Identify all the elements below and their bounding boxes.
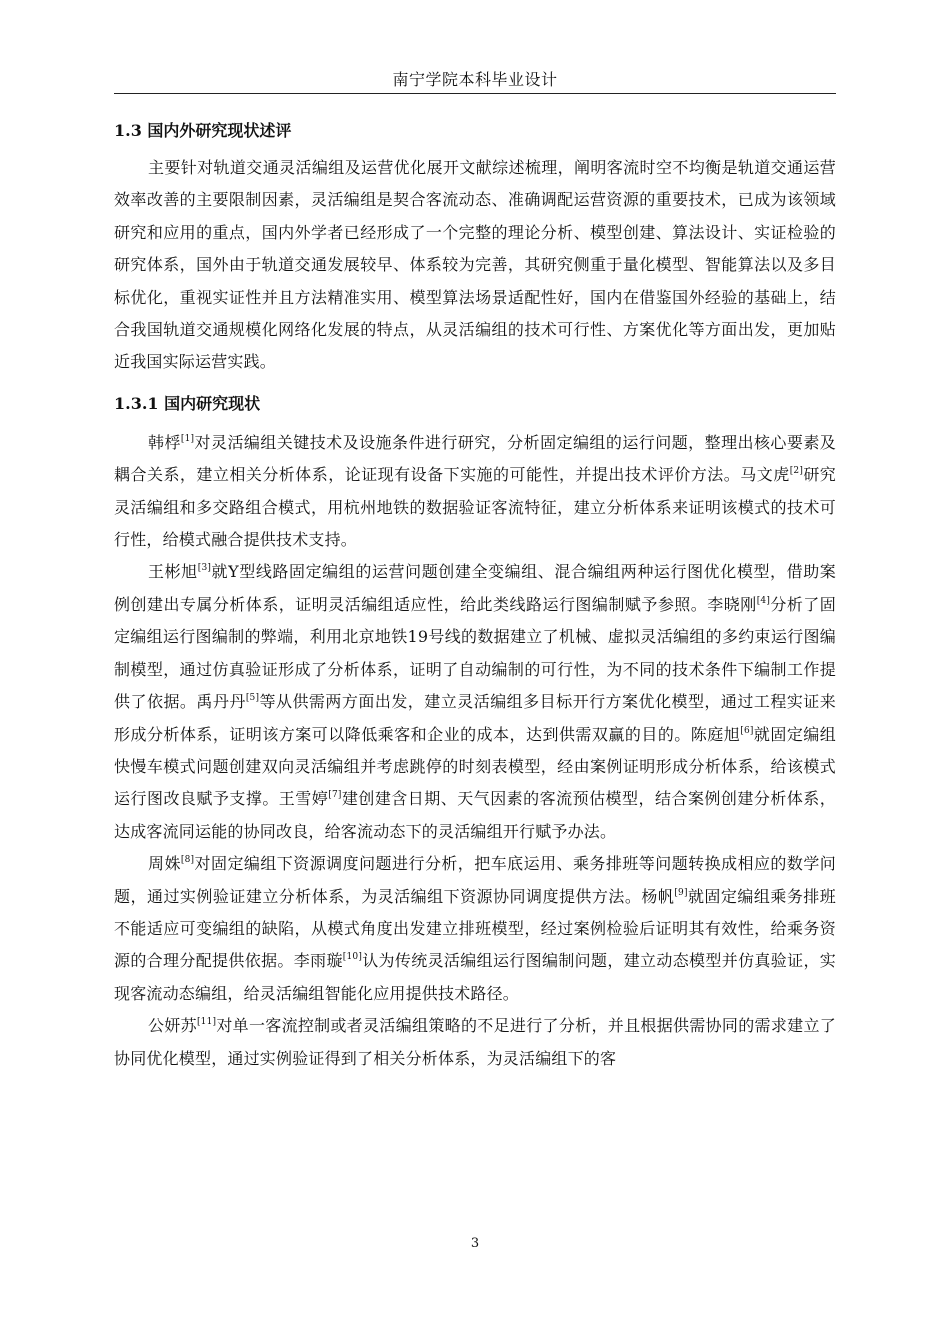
citation-marker: [9] (674, 887, 688, 898)
paragraph-text: 韩桴 (148, 432, 181, 452)
citation-marker: [8] (180, 855, 195, 866)
paragraph-text: 研究灵活编组和多交路组合模式，用杭州地铁的数据验证客流特征，建立分析体系来证明该模式的技术可行性，给模式融合提供技术支持。 (114, 465, 837, 550)
body-paragraph (114, 556, 836, 848)
paragraph-text: 对固定编组下资源调度问题进行分析，把车底运用、乘务排班等问题转换成相应的数学问题，通过实例验证建立分析体系，为灵活编组下资源协同调度提供方法。杨帆 (114, 854, 836, 906)
citation-marker: [4] (756, 595, 771, 606)
body-paragraph (114, 427, 836, 557)
paragraph-text: 等从供需两方面出发，建立灵活编组多目标开行方案优化模型，通过工程实证来形成分析体系，证明该方案可以降低乘客和企业的成本，达到供需双赢的目的。陈庭旭 (114, 692, 836, 744)
citation-marker: [1] (180, 433, 195, 444)
citation-marker: [10] (342, 952, 363, 963)
citation-marker: [3] (197, 563, 212, 574)
page-number: 3 (470, 1236, 480, 1251)
citation-marker: [11] (196, 1017, 217, 1028)
citation-marker: [7] (328, 790, 342, 801)
subsection-paragraphs (114, 427, 836, 1075)
body-paragraph (114, 848, 836, 1010)
paragraph-text: 就固定编组快慢车模式问题创建双向灵活编组并考虑跳停的时刻表模型，经由案例证明形成分析体系，给该模式运行图改良赋予支撑。王雪婷 (114, 724, 836, 809)
header-divider (114, 93, 836, 94)
paragraph-text: 就Y型线路固定编组的运营问题创建全变编组、混合编组两种运行图优化模型，借助案例创建出专属分析体系，证明灵活编组适应性，给此类线路运行图编制赋予参照。李晓刚 (114, 562, 836, 614)
paragraph-text: 认为传统灵活编组运行图编制问题，建立动态模型并仿真验证，实现客流动态编组，给灵活编组智能化应用提供技术路径。 (114, 951, 836, 1003)
citation-marker: [6] (740, 725, 754, 736)
body-paragraph (114, 1010, 836, 1075)
paragraph-text: 对单一客流控制或者灵活编组策略的不足进行了分析，并且根据供需协同的需求建立了协同优化模型，通过实例验证得到了相关分析体系，为灵活编组下的客 (114, 1016, 836, 1068)
paragraph-text: 周姝 (148, 854, 181, 874)
page-header-title: 南宁学院本科毕业设计 (392, 70, 558, 89)
paragraph-text: 王彬旭 (148, 562, 198, 582)
paragraph-text: 建创建含日期、天气因素的客流预估模型，结合案例创建分析体系，达成客流同运能的协同改良，给客流动态下的灵活编组开行赋予办法。 (114, 789, 836, 841)
paragraph-text: 对灵活编组关键技术及设施条件进行研究，分析固定编组的运行问题，整理出核心要素及耦合关系，建立相关分析体系，论证现有设备下实施的可能性，并提出技术评价方法。马文虎 (114, 432, 836, 485)
citation-marker: [2] (789, 466, 804, 477)
section-heading: 1.3 国内外研究现状述评 (114, 121, 292, 140)
paragraph-text: 就固定编组乘务排班不能适应可变编组的缺陷，从模式角度出发建立排班模型，经过案例检验后证明其有效性，给乘务资源的合理分配提供依据。李雨璇 (114, 886, 836, 971)
subsection-heading: 1.3.1 国内研究现状 (114, 393, 261, 413)
page-content (114, 114, 836, 1075)
section-intro-paragraph: 主要针对轨道交通灵活编组及运营优化展开文献综述梳理，阐明客流时空不均衡是轨道交通运营效率改善的主要限制因素，灵活编组是契合客流动态、准确调配运营资源的重要技术，已成为该领域研究和应用的重点，国内外学者已经形成了一个完整的理论分析、模型创建、算法设计、实证检验的研究体系，国外由于轨道交通发展较早、体系较为完善，其研究侧重于量化模型、智能算法以及多目标优化，重视实证性并且方法精准实用、模型算法场景适配性好，国内在借鉴国外经验的基础上，结合我国轨道交通规模化网络化发展的特点，从灵活编组的技术可行性、方案优化等方面出发，更加贴近我国实际运营实践。 (114, 158, 836, 372)
paragraph-text: 公妍苏 (148, 1016, 197, 1036)
citation-marker: [5] (245, 693, 260, 704)
paragraph-text: 分析了固定编组运行图编制的弊端，利用北京地铁19号线的数据建立了机械、虚拟灵活编组的多约束运行图编制模型，通过仿真验证形成了分析体系，证明了自动编制的可行性，为不同的技术条件下编制工作提供了依据。禹丹丹 (114, 594, 836, 712)
